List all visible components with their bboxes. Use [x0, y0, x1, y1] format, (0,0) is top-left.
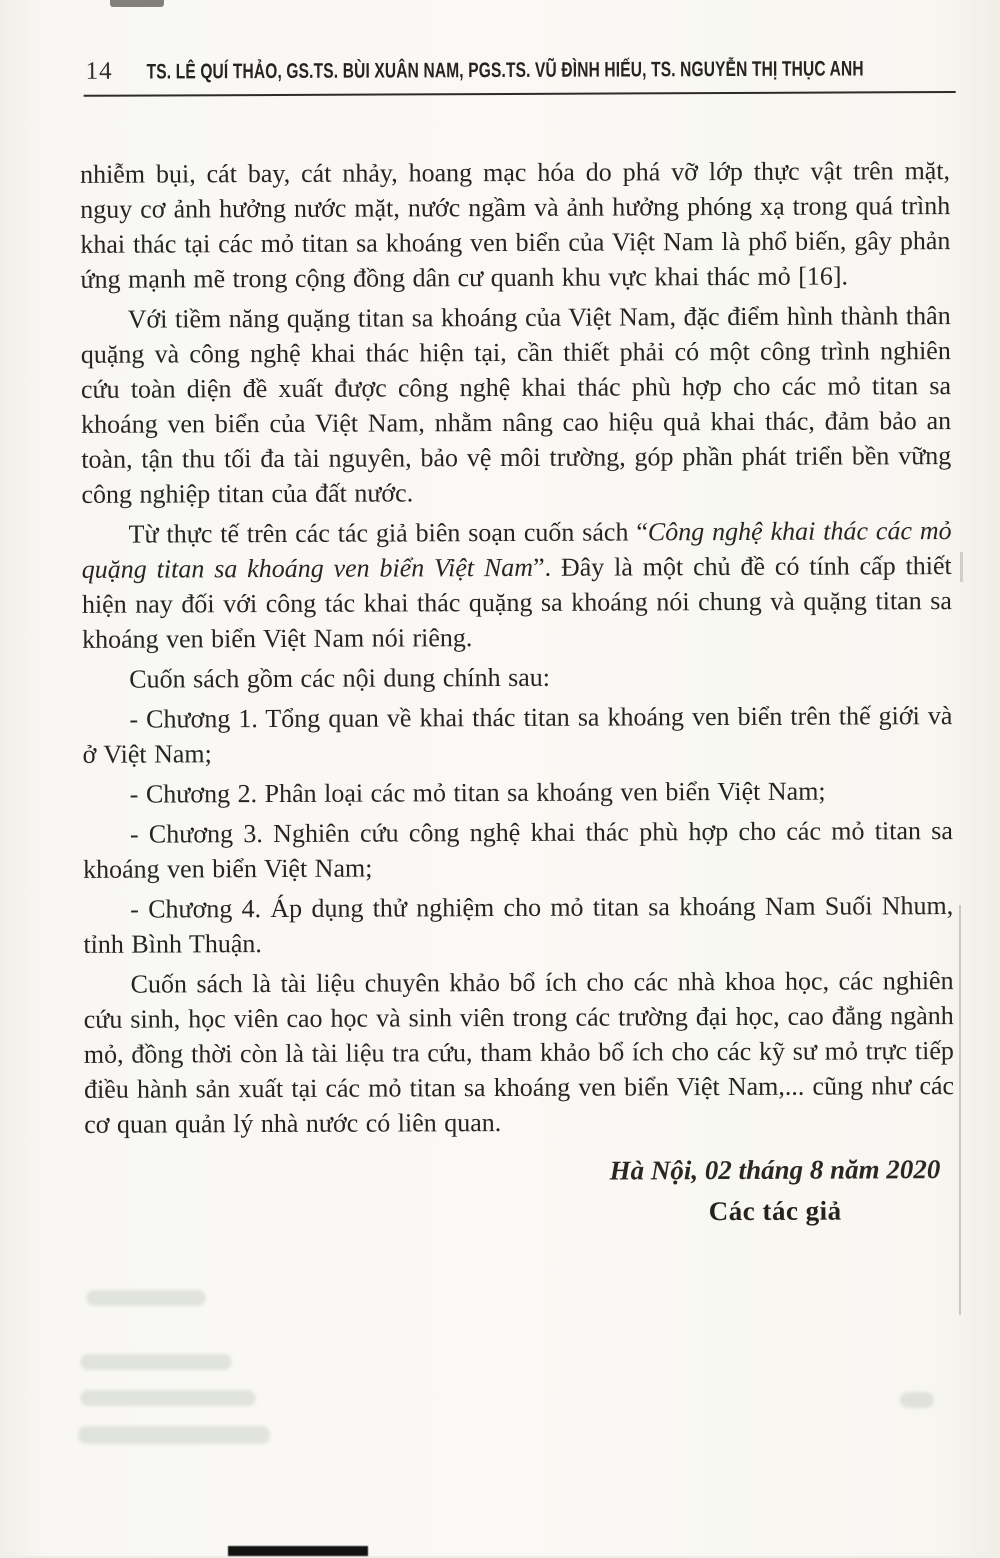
text-run-after-title: ”. Đây là một chủ đề có tính cấp thiết hiện nay đối với công tác khai thác quặng sa khoáng nói chung và quặng titan sa khoáng ven biển Việt Nam nói riêng.	[81, 551, 952, 654]
signoff-signature: Các tác giả	[708, 1195, 842, 1227]
page-body	[0, 93, 1000, 1142]
paragraph-audience: Cuốn sách là tài liệu chuyên khảo bổ ích cho các nhà khoa học, các nghiên cứu sinh, học viên cao học và sinh viên trong các trường đại học, cao đẳng ngành mỏ, đồng thời còn là tài liệu tra cứu, tham khảo bổ ích cho các kỹ sư mỏ trực tiếp điều hành sản xuất tại các mỏ titan sa khoáng ven biển Việt Nam,... cũng như các cơ quan quản lý nhà nước có liên quan.	[83, 966, 955, 1139]
signoff-date-place: Hà Nội, 02 tháng 8 năm 2020	[609, 1154, 941, 1186]
chapter-item-4: - Chương 4. Áp dụng thử nghiệm cho mỏ titan sa khoáng Nam Suối Nhum, tỉnh Bình Thuận.	[83, 891, 954, 959]
paragraph-contents-intro: Cuốn sách gồm các nội dung chính sau:	[129, 662, 551, 694]
signoff-block	[610, 1154, 941, 1227]
page-number: 14	[85, 57, 113, 85]
book-title-italic: Công nghệ khai thác các mỏ quặng titan sa khoáng ven biển Việt Nam	[81, 516, 952, 584]
chapter-item-1: - Chương 1. Tổng quan về khai thác titan sa khoáng ven biển trên thế giới và ở Việt Nam;	[82, 701, 953, 769]
paragraph-potential: Với tiềm năng quặng titan sa khoáng của Việt Nam, đặc điểm hình thành thân quặng và công nghệ khai thác hiện tại, cần thiết phải có một công trình nghiên cứu toàn diện đề xuất được công nghệ khai thác phù hợp cho các mỏ titan sa khoáng ven biển của Việt Nam, nhằm nâng cao hiệu quả khai thác, đảm bảo an toàn, tận thu tối đa tài nguyên, bảo vệ môi trường, góp phần phát triển bền vững công nghiệp titan của đất nước.	[80, 301, 952, 509]
chapter-item-2: - Chương 2. Phân loại các mỏ titan sa khoáng ven biển Việt Nam;	[129, 776, 826, 809]
chapter-item-3: - Chương 3. Nghiên cứu công nghệ khai thác phù hợp cho các mỏ titan sa khoáng ven biển Việt Nam;	[83, 816, 953, 884]
paragraph-book-intro	[82, 513, 953, 657]
running-head	[0, 0, 998, 86]
paragraph-impacts: nhiễm bụi, cát bay, cát nhảy, hoang mạc hóa do phá vỡ lớp thực vật trên mặt, nguy cơ ảnh hưởng nước mặt, nước ngầm và ảnh hưởng phóng xạ trong quá trình khai thác tại các mỏ titan sa khoáng ven biển của Việt Nam là phổ biến, gây phản ứng mạnh mẽ trong cộng đồng dân cư quanh khu vực khai thác mỏ [16].	[79, 156, 951, 294]
text-run-before-title: Từ thực tế trên các tác giả biên soạn cuốn sách “	[128, 517, 648, 549]
running-head-authors: TS. LÊ QUÍ THẢO, GS.TS. BÙI XUÂN NAM, PGS.TS. VŨ ĐÌNH HIẾU, TS. NGUYỄN THỊ THỤC ANH	[146, 57, 864, 84]
